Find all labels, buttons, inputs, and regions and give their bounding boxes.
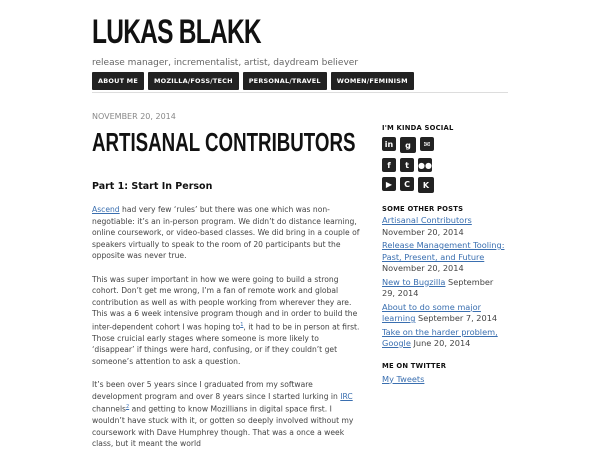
nav-women-feminism[interactable]: WOMEN/FEMINISM: [331, 72, 414, 90]
recent-post-link[interactable]: Artisanal Contributors: [382, 215, 472, 225]
post-title[interactable]: ARTISANAL CONTRIBUTORS: [92, 127, 356, 157]
site-header: [92, 12, 512, 68]
paragraph-2: This was super important in how we were going to build a strong cohort. Don’t get me wrong, I’m a fan of remote work and global contribution as well as with people working from wherever they are. This was a 6 week intensive program though and in order to build the inter-dependent cohort I was hoping $to^1$, it had to be in person at first. Those cruicial early stages where someone is more likely to ‘disappear’ if things were hard, confusing, or if they couldn’t get someone’s attention to ask a question.: [92, 274, 360, 366]
footnote-2-link[interactable]: 2: [126, 404, 130, 411]
recent-post-item: About to do some major learning September 7, 2014: [382, 301, 498, 323]
ascend-link[interactable]: Ascend: [92, 205, 120, 214]
facebook-icon[interactable]: f: [382, 158, 396, 172]
main-nav: [92, 72, 414, 90]
twitter-icon[interactable]: t: [400, 158, 414, 172]
header-divider: [92, 92, 508, 93]
twitter-widget-title: ME ON TWITTER: [382, 361, 447, 370]
my-tweets-link[interactable]: My Tweets: [382, 373, 425, 384]
footnote-1-link[interactable]: 1: [240, 321, 244, 328]
post-date: NOVEMBER 20, 2014: [92, 112, 176, 121]
post-article: [92, 112, 362, 450]
twitter-widget: [382, 362, 507, 384]
site-description: release manager, incrementalist, artist, daydream believer: [92, 58, 359, 68]
mail-icon[interactable]: ✉: [420, 137, 434, 151]
social-widget-title: I'M KINDA SOCIAL: [382, 124, 454, 132]
recent-post-link[interactable]: New to Bugzilla: [382, 276, 446, 287]
recent-post-item: Take on the harder problem, Google June 20, 2014: [382, 326, 498, 348]
recent-post-link[interactable]: Take on the harder problem, Google: [382, 326, 498, 348]
sidebar: [382, 124, 507, 384]
recent-post-item: Release Management Tooling: Past, Present, and Future November 20, 2014: [382, 240, 505, 273]
paragraph-1: Ascend had very few ‘rules’ but there was one which was non-negotiable: it’s an in-person program. We didn’t do distance learning, online coursework, or video-based classes. We did bring in a couple of speakers virtually to speak to the room of 20 participants but the opposite was never true.: [92, 205, 360, 260]
site-title[interactable]: LUKAS BLAKK: [92, 13, 261, 51]
irc-link[interactable]: IRC: [340, 391, 353, 401]
recent-posts-title: SOME OTHER POSTS: [382, 205, 464, 213]
paragraph-3: It’s been over 5 years since I graduated from my software development program and over 8 years since I started lurking in IRC channels$^2$ and getting to know Mozillians in digital space first. I wouldn’t have stuck with it, or gotten so deeply involved without my coursework with Dave Humphrey though. That was a once a week class, but it meant the world: [92, 380, 354, 449]
linkedin-icon[interactable]: in: [382, 137, 396, 151]
codeacademy-icon[interactable]: C: [400, 177, 414, 191]
recent-post-link[interactable]: About to do some major learning: [382, 301, 481, 323]
section-heading: Part 1: Start In Person: [92, 181, 213, 192]
nav-personal-travel[interactable]: PERSONAL/TRAVEL: [243, 72, 327, 90]
kickstarter-icon[interactable]: K: [418, 177, 434, 193]
google-icon[interactable]: g: [400, 137, 416, 153]
nav-about-me[interactable]: ABOUT ME: [92, 72, 144, 90]
recent-post-link[interactable]: Release Management Tooling: Past, Present, and Future: [382, 240, 505, 262]
recent-post-item: New to Bugzilla September 29, 2014: [382, 276, 494, 298]
youtube-icon[interactable]: ▶: [382, 177, 396, 191]
recent-posts-widget: [382, 205, 507, 350]
flickr-icon[interactable]: ●●: [418, 158, 432, 172]
nav-mozilla-foss-tech[interactable]: MOZILLA/FOSS/TECH: [148, 72, 239, 90]
recent-post-item: Artisanal Contributors November 20, 2014: [382, 215, 472, 237]
